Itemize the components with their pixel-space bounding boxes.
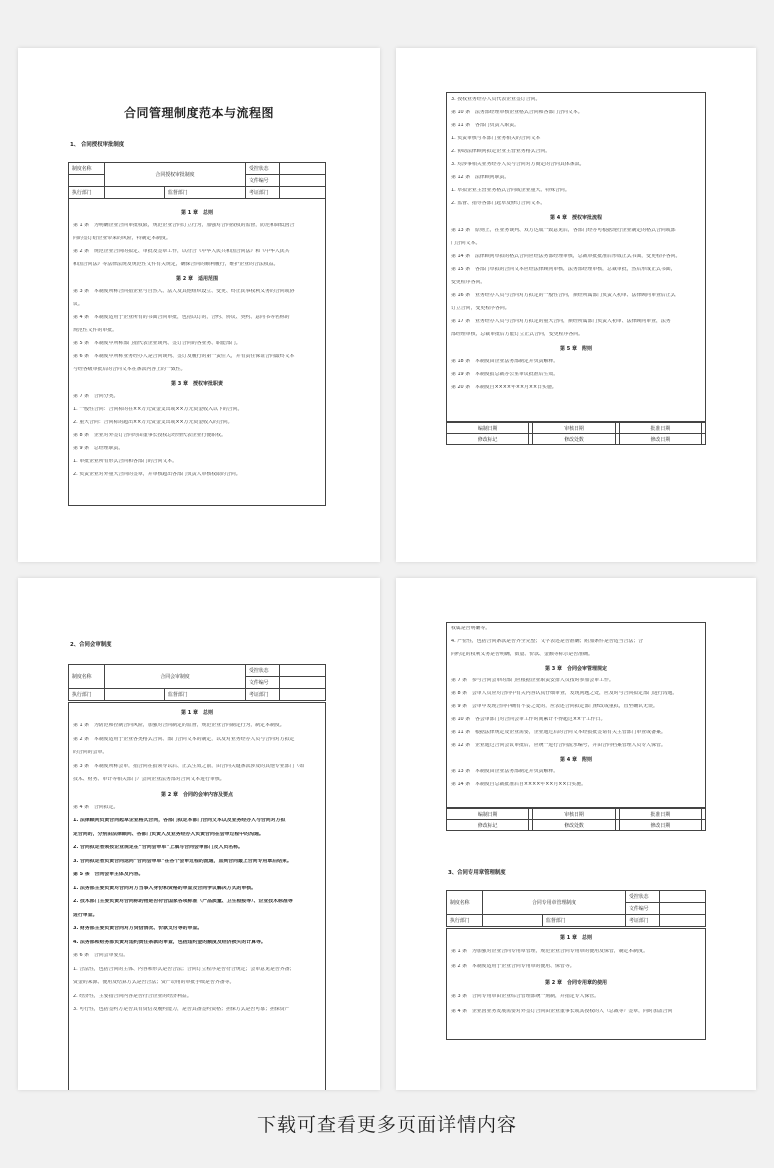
- paragraph-line: 1. 法律顾问负责合同起草企业格式合同，各部门拟定本部门合同文本以及业务经办人与合同对方拟: [73, 818, 286, 823]
- name-label: 制度名称: [69, 665, 105, 689]
- supervise-label: 监督部门: [165, 187, 246, 199]
- paragraph-line: 第 18 条 本制度由企业法务部制定并负责解释。: [451, 359, 559, 364]
- paragraph-line: 的合同的会审。: [73, 750, 108, 755]
- paragraph-line: 第 19 条 本制度报总裁办公室审议批准后生效。: [451, 372, 559, 377]
- chapter-heading: 第 3 章 授权审批职责: [171, 381, 223, 387]
- supervise-label: 监督部门: [543, 915, 626, 927]
- paragraph-line: 第 8 条 会审人员应对合同中有关内容认真仔细审查，发现问题之处，应及时与合同拟定部门进行沟通。: [451, 691, 678, 696]
- policy-name: 合同授权审批制度: [105, 163, 246, 187]
- paragraph-line: 第 5 条 本制度中所称部门指代表企业谈判、签订合同的各业务、职能部门。: [73, 341, 241, 346]
- paragraph-line: 第 1 条 为明确企业合同审批权限，规范企业合同订立行为，加强对合同授权的监督，防范和降低因合: [73, 223, 295, 228]
- status-label: 受控状态: [626, 891, 660, 903]
- chapter-heading: 第 4 章 授权审批流程: [550, 215, 602, 221]
- paragraph-line: 变更程序各同。: [451, 280, 486, 285]
- paragraph-line: 1. 审批企业所有形式合同和各部门的合同文本。: [73, 459, 178, 464]
- section-heading: 2、合同会审制度: [70, 642, 112, 648]
- paragraph-line: 第 9 条 总经理职责。: [73, 446, 124, 451]
- paragraph-line: 第 4 条 企业因业务发展需要对外签订合同由企业董事长或其授权的人（总裁等）签章，同时加盖合同: [451, 1009, 673, 1014]
- paragraph-line: 第 11 条 各部门负责人职责。: [451, 123, 520, 128]
- revision-table: 编制日期 审核日期 批准日期 修改标记 修改处数 修改日期: [446, 422, 706, 445]
- supervise-label: 监督部门: [165, 689, 246, 701]
- paragraph-line: 第 10 条 各会审部门对合同会审工作时间累计不得超过××个工作日。: [451, 717, 606, 722]
- paragraph-line: 第 1 条 为加强对企业合同专用章管理，规范企业合同专用章的使用及保管，制定本制度。: [451, 949, 648, 954]
- paragraph-line: 2. 负责企业对外重大合同的签章，并审核超出各部门负责人审核权限的合同。: [73, 472, 241, 477]
- paragraph-line: 第 3 条 本制度所称合同指企业与自然人、法人及其他组织设立、变更、终止民事权利义务的合同或协: [73, 289, 295, 294]
- paragraph-line: 门合同文本。: [451, 241, 481, 246]
- chapter-heading: 第 2 章 合同的会审内容及要点: [161, 791, 233, 798]
- chapter-heading: 第 4 章 附则: [560, 757, 592, 763]
- document-page-4: [396, 578, 756, 1090]
- paragraph-line: 第 8 条 企业对外签订合同均由董事长授权总经理代表企业行使职权。: [73, 433, 226, 438]
- paragraph-line: 3. 财务部主要负责合同对方资信情况、价款支付等的审查。: [73, 926, 203, 931]
- info-table: [68, 162, 326, 199]
- paragraph-line: 第 13 条 原则上，在业务谈判、双方达成一致意见后，各部门经办可根据现行企业制定的格式合同或部: [451, 228, 676, 233]
- chapter-heading: 第 1 章 总则: [181, 710, 213, 716]
- info-table: [446, 890, 706, 927]
- paragraph-line: 1. 一般性合同：合同标的在××万元资金支出或××万元资金收入以下的合同。: [73, 407, 243, 412]
- paragraph-line: 第 11 条 根据法律规定及企业需要，企业通过后的合同文本经报批签请有关主管部门审查或备案。: [451, 730, 666, 735]
- paragraph-line: 第 14 条 法律顾问草拟的格式合同应经法务部经理审核，总裁审批批准后形成正式书面，变更程序各同。: [451, 254, 681, 259]
- chapter-heading: 第 2 章 适用范围: [176, 276, 218, 282]
- paragraph-line: 订立合同，变更程序各同。: [451, 306, 510, 311]
- paragraph-line: 2. 合同拟定者须按企业规定在“合同会审单”上填写合同会审部门及人员名称。: [73, 845, 243, 850]
- name-label: 制度名称: [69, 163, 105, 175]
- paragraph-line: 第 16 条 业务经办人员与合同对方拟定的一般性合同，须经所属部门负责人初审、法律顾问审查后正式: [451, 293, 676, 298]
- paragraph-line: 3. 授权业务经办人员代表企业签订合同。: [451, 97, 541, 102]
- paragraph-line: 规范性文件的审批。: [73, 328, 118, 333]
- policy-name: 合同专用章管理制度: [483, 891, 626, 915]
- paragraph-line: 部经理审核，总裁审批后方能订立正式合同，变更程序各同。: [451, 332, 584, 337]
- paragraph-line: 1. 合法性，包括合同的主体、内容和形式是否合法；合同订立程序是否符合规定；会审意见是否齐备；: [73, 966, 295, 972]
- paragraph-line: 2. 重大合同：合同标的超出××万元资金支出或××万元资金收入的合同。: [73, 420, 233, 425]
- paragraph-line: 权属是否明确等。: [451, 626, 491, 631]
- chapter-heading: 第 1 章 总则: [181, 210, 213, 216]
- paragraph-line: 第 1 条 为防范和控制合同风险，加强对合同制定的监督，规范企业合同制定行为，制定本制度。: [73, 723, 285, 728]
- dept-label: 执行部门: [69, 187, 105, 199]
- status-label: 受控状态: [246, 163, 280, 175]
- paragraph-line: 3. 对涉事相关业务经办人员与合同对方商定的合同具体条款。: [451, 162, 585, 167]
- paragraph-line: 第 4 条 本制度适用于企业所有的书面合同审批，包括以订的，合约、协议、契约、意向书等名称的: [73, 315, 290, 320]
- file-no-label: 文件编号: [246, 175, 280, 187]
- section-heading: 1、 合同授权审批制度: [70, 142, 125, 148]
- exam-label: 考证部门: [246, 187, 280, 199]
- paragraph-line: 同约定的权利义务是否明确，数量、价款、金额等标示是否准确。: [451, 652, 593, 657]
- paragraph-line: 3. 合同拟定者负责合同送同“合同会审单”在各个会审过程的流通，直到合同最上合同专用章后结束。: [73, 858, 292, 864]
- paragraph-line: 第 20 条 本制度自××××年××月××日实施。: [451, 385, 557, 390]
- paragraph-line: 第 2 条 本制度适用于企业合同专用章的使用、保管等。: [451, 964, 575, 969]
- paragraph-line: 4. 法务部和财务部负责对违约责任条款的审查，包括违约金的额度及经济损失的计算等。: [73, 939, 266, 945]
- paragraph-line: 定合同的，分别由法律顾问、各部门负责人及业务经办人负责合同在会审过程中的沟通。: [73, 831, 264, 837]
- paragraph-line: 第 7 条 参与合同会审的部门应根据企业职责安排人员按时参加会审工作。: [451, 678, 614, 683]
- paragraph-line: 第 3 条 本制度所称会审，指合同在报领导以后、正式生效之前，由合同关键条款涉及的其他专业部门（如: [73, 763, 305, 769]
- content-frame: [68, 702, 326, 1090]
- exam-label: 考证部门: [626, 915, 660, 927]
- revision-table: 编制日期 审核日期 批准日期 修改标记 修改处数 修改日期: [446, 808, 706, 831]
- paragraph-line: 第 15 条 各部门草拟的合同文本应经法律顾问审核，法务部经理审核，总裁审批，然后形成正式书面，: [451, 267, 676, 272]
- chapter-heading: 第 3 章 合同会审管理规定: [545, 666, 607, 672]
- info-table: [68, 664, 326, 701]
- paragraph-line: 第 4 条 合同拟定。: [73, 804, 119, 810]
- download-caption: 下载可查看更多页面详情内容: [256, 1114, 517, 1136]
- paragraph-line: 2. 监督、指导各部门起草及修订合同文本。: [451, 201, 546, 206]
- paragraph-line: 4. 严密性，包括合同条款是否齐全完整；文字表述是否准确；附加条件是否适当合法；合: [451, 639, 644, 644]
- paragraph-line: 第 9 条 会审中发现合同中确有不妥之处的，应表述合同拟定部门修改或重拟，直至确认无误。: [451, 704, 658, 709]
- paragraph-line: 1. 负责审核与本部门业务相关的合同文本: [451, 136, 541, 141]
- paragraph-line: 进行审查。: [73, 912, 98, 918]
- status-label: 受控状态: [246, 665, 280, 677]
- paragraph-line: 第 10 条 法务部经理审核企业格式合同和各部门合同文本。: [451, 110, 583, 115]
- chapter-heading: 第 1 章 总则: [560, 935, 592, 941]
- dept-label: 执行部门: [447, 915, 483, 927]
- paragraph-line: 1. 草拟企业主营业务格式合同或企业重大、特殊合同。: [451, 188, 570, 193]
- document-page-1: [18, 48, 380, 562]
- policy-name: 合同会审制度: [105, 665, 246, 689]
- dept-label: 执行部门: [69, 689, 105, 701]
- paragraph-line: 第 12 条 企业通过合同会议审批后，应统一进行合同流水编号，并由合同档案管理人员专人保管。: [451, 743, 666, 748]
- file-no-label: 文件编号: [246, 677, 280, 689]
- paragraph-line: 和国合同法》等法律法规及规范性文件有关规定，确保合同的顺利履行，维护企业的合法权益。: [73, 262, 279, 267]
- paragraph-line: 第 2 条 本制度适用于企业各类格式合同、部门合同文本的制定，以及对业务经办人员与合同对方拟定: [73, 736, 295, 742]
- paragraph-line: 第 5 条 合同会审主体及内容。: [73, 872, 144, 877]
- file-no-label: 文件编号: [626, 903, 660, 915]
- paragraph-line: 技术、财务、审计等相关部门）会同企业法务部对合同文本进行审核。: [73, 777, 225, 782]
- paragraph-line: 第 2 条 规范企业合同的拟定、审批及签章工作，以符合《中华人民共和国合同法》和《中华人民共: [73, 249, 290, 254]
- paragraph-line: 第 12 条 法律顾问职责。: [451, 175, 510, 180]
- document-page-2: [396, 48, 756, 562]
- paragraph-line: 第 14 条 本制度自总裁批准后自××××年××月××日实施。: [451, 782, 587, 787]
- paragraph-line: 第 7 条 合同分类。: [73, 394, 119, 399]
- section-heading: 3、合同专用章管理制度: [448, 870, 506, 876]
- chapter-heading: 第 2 章 合同专用章的使用: [545, 980, 607, 986]
- paragraph-line: 3. 可行性，包括签约方是否具有资信及履约能力，是否具备签约资格；担保方式是否可靠；担保资产: [73, 1007, 290, 1012]
- paragraph-line: 同的签订给企业带来的风险，特制定本制度。: [73, 236, 171, 241]
- name-label: 制度名称: [447, 891, 483, 915]
- paragraph-line: 1. 法务部主要负责对合同对方当事人身份和资格的审查及合同争议解决方式的审核。: [73, 885, 257, 891]
- paragraph-line: 第 13 条 本制度由企业法务部制定并负责解释。: [451, 769, 559, 774]
- page-title: 合同管理制度范本与流程图: [123, 106, 274, 120]
- paragraph-line: 2. 协助法律顾问拟定企业主营业务格式合同。: [451, 149, 551, 154]
- paragraph-line: 第 17 条 业务经办人员与合同对方拟定的重大合同，须经所属部门负责人初审、法律顾问审查，法务: [451, 319, 671, 324]
- document-page-3: [18, 578, 380, 1090]
- paragraph-line: 议。: [73, 302, 83, 307]
- paragraph-line: 2. 经济性，主要指合同内容是否符合企业的经济利益。: [73, 993, 192, 999]
- paragraph-line: 2. 技术部门主要负责对合同标的物是否符合国家各项标准（产品质量、卫生检疫等）、企业技术标准等: [73, 899, 293, 904]
- content-frame: [446, 622, 706, 808]
- paragraph-line: 第 6 条 合同会审要点。: [73, 953, 129, 958]
- chapter-heading: 第 5 章 附则: [560, 346, 592, 352]
- paragraph-line: 资金的来源、使用及结算方式是否合法；资产动用的审批手续是否齐备等。: [73, 980, 235, 985]
- exam-label: 考证部门: [246, 689, 280, 701]
- paragraph-line: 第 3 条 合同专用章由企业综合管理部统一刻制，并指定专人保管。: [451, 994, 600, 999]
- paragraph-line: 与经各级审批后的合同文本在条款内容上的一致性。: [73, 367, 186, 372]
- paragraph-line: 第 6 条 本制度中所称业务经办人是合同谈判、签订及履行的第一责任人，并有责任保证合同最终文本: [73, 354, 295, 359]
